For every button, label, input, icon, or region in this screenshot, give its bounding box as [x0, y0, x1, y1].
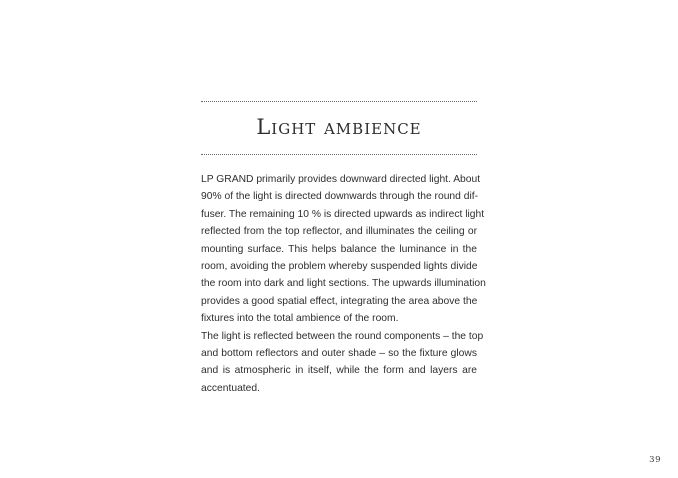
body-line: room, avoiding the problem whereby suspended lights divide [201, 260, 478, 272]
body-line: reflected from the top reflector, and illuminates the ceiling or [201, 226, 477, 238]
page-number: 39 [649, 455, 661, 465]
body-line: the room into dark and light sections. The upwards illumination [201, 278, 486, 290]
body-line: provides a good spatial effect, integrating the area above the [201, 295, 478, 307]
body-line: and is atmospheric in itself, while the form and layers are [201, 365, 477, 377]
body-line: accentuated. [201, 382, 260, 394]
body-line: fixtures into the total ambience of the room. [201, 313, 399, 325]
body-line: mounting surface. This helps balance the luminance in the [201, 243, 477, 255]
top-dotted-divider [201, 101, 477, 102]
body-line: 90% of the light is directed downwards through the round dif- [201, 191, 479, 203]
body-line: and bottom reflectors and outer shade – so the fixture glows [201, 347, 477, 359]
body-text [201, 171, 486, 397]
bottom-dotted-divider [201, 154, 477, 155]
section-heading: Light ambience [256, 115, 422, 139]
body-line: fuser. The remaining 10 % is directed upwards as indirect light [201, 208, 485, 220]
body-line: The light is reflected between the round components – the top [201, 330, 484, 342]
body-line: LP GRAND primarily provides downward directed light. About [201, 174, 481, 185]
